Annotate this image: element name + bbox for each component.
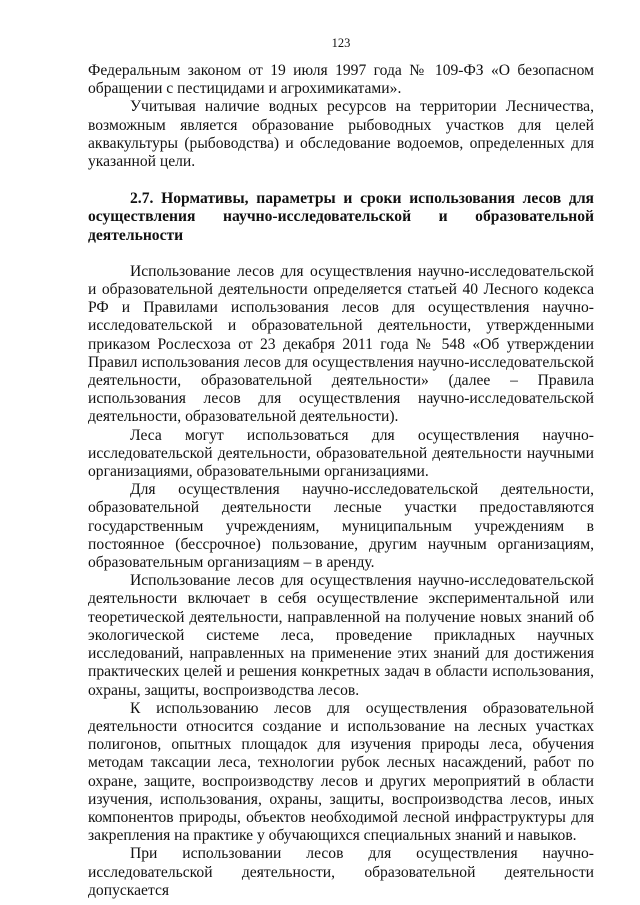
paragraph-organizations: Леса могут использоваться для осуществления научно-исследовательской деятельности, образовательной деятельности научными организациями, образовательными организациями. <box>88 426 594 481</box>
paragraph-land-provision: Для осуществления научно-исследовательской деятельности, образовательной деятельности лесные участки предоставляются государственным учреждениям, муниципальным учреждениям в постоянное (бессрочное) пользование, другим научным организациям, образовательным организациям – в аренду. <box>88 481 594 572</box>
paragraph-law-reference: Федеральным законом от 19 июля 1997 года № 109-ФЗ «О безопасном обращении с пестицидами и агрохимикатами». <box>88 62 594 98</box>
paragraph-permitted-use: При использовании лесов для осуществления научно-исследовательской деятельности, образовательной деятельности допускается <box>88 845 594 899</box>
section-heading: 2.7. Нормативы, параметры и сроки использования лесов для осуществления научно-исследовательской и образовательной деятельности <box>88 190 594 244</box>
paragraph-educational-activity: К использованию лесов для осуществления образовательной деятельности относится создание и использование на лесных участках полигонов, опытных площадок для изучения природы леса, обучения методам таксации леса, технологии рубок лесных насаждений, работ по охране, защите, воспроизводству лесов и других мероприятий в области изучения, использования, охраны, защиты, воспроизводства лесов, иных компонентов природы, объектов необходимой лесной инфраструктуры для закрепления на практике у обучающихся специальных знаний и навыков. <box>88 699 594 845</box>
page-body <box>88 62 594 900</box>
page-number: 123 <box>331 36 351 50</box>
spacer <box>88 245 594 263</box>
paragraph-research-activity: Использование лесов для осуществления научно-исследовательской деятельности включает в себя осуществление экспериментальной или теоретической деятельности, направленной на получение новых знаний об экологической системе леса, проведение прикладных научных исследований, направленных на применение этих знаний для достижения практических целей и решения конкретных задач в области использования, охраны, защиты, воспроизводства лесов. <box>88 572 594 699</box>
paragraph-legal-basis: Использование лесов для осуществления научно-исследовательской и образовательной деятельности определяется статьей 40 Лесного кодекса РФ и Правилами использования лесов для осуществления научно-исследовательской и образовательной деятельности, утвержденными приказом Рослесхоза от 23 декабря 2011 года № 548 «Об утверждении Правил использования лесов для осуществления научно-исследовательской деятельности, образовательной деятельности» (далее – Правила использования лесов для осуществления научно-исследовательской деятельности, образовательной деятельности). <box>88 262 594 426</box>
paragraph-water-resources: Учитывая наличие водных ресурсов на территории Лесничества, возможным является образование рыбоводных участков для целей аквакультуры (рыбоводства) и обследование водоемов, определенных для указанной цели. <box>88 98 594 171</box>
spacer <box>88 171 594 190</box>
